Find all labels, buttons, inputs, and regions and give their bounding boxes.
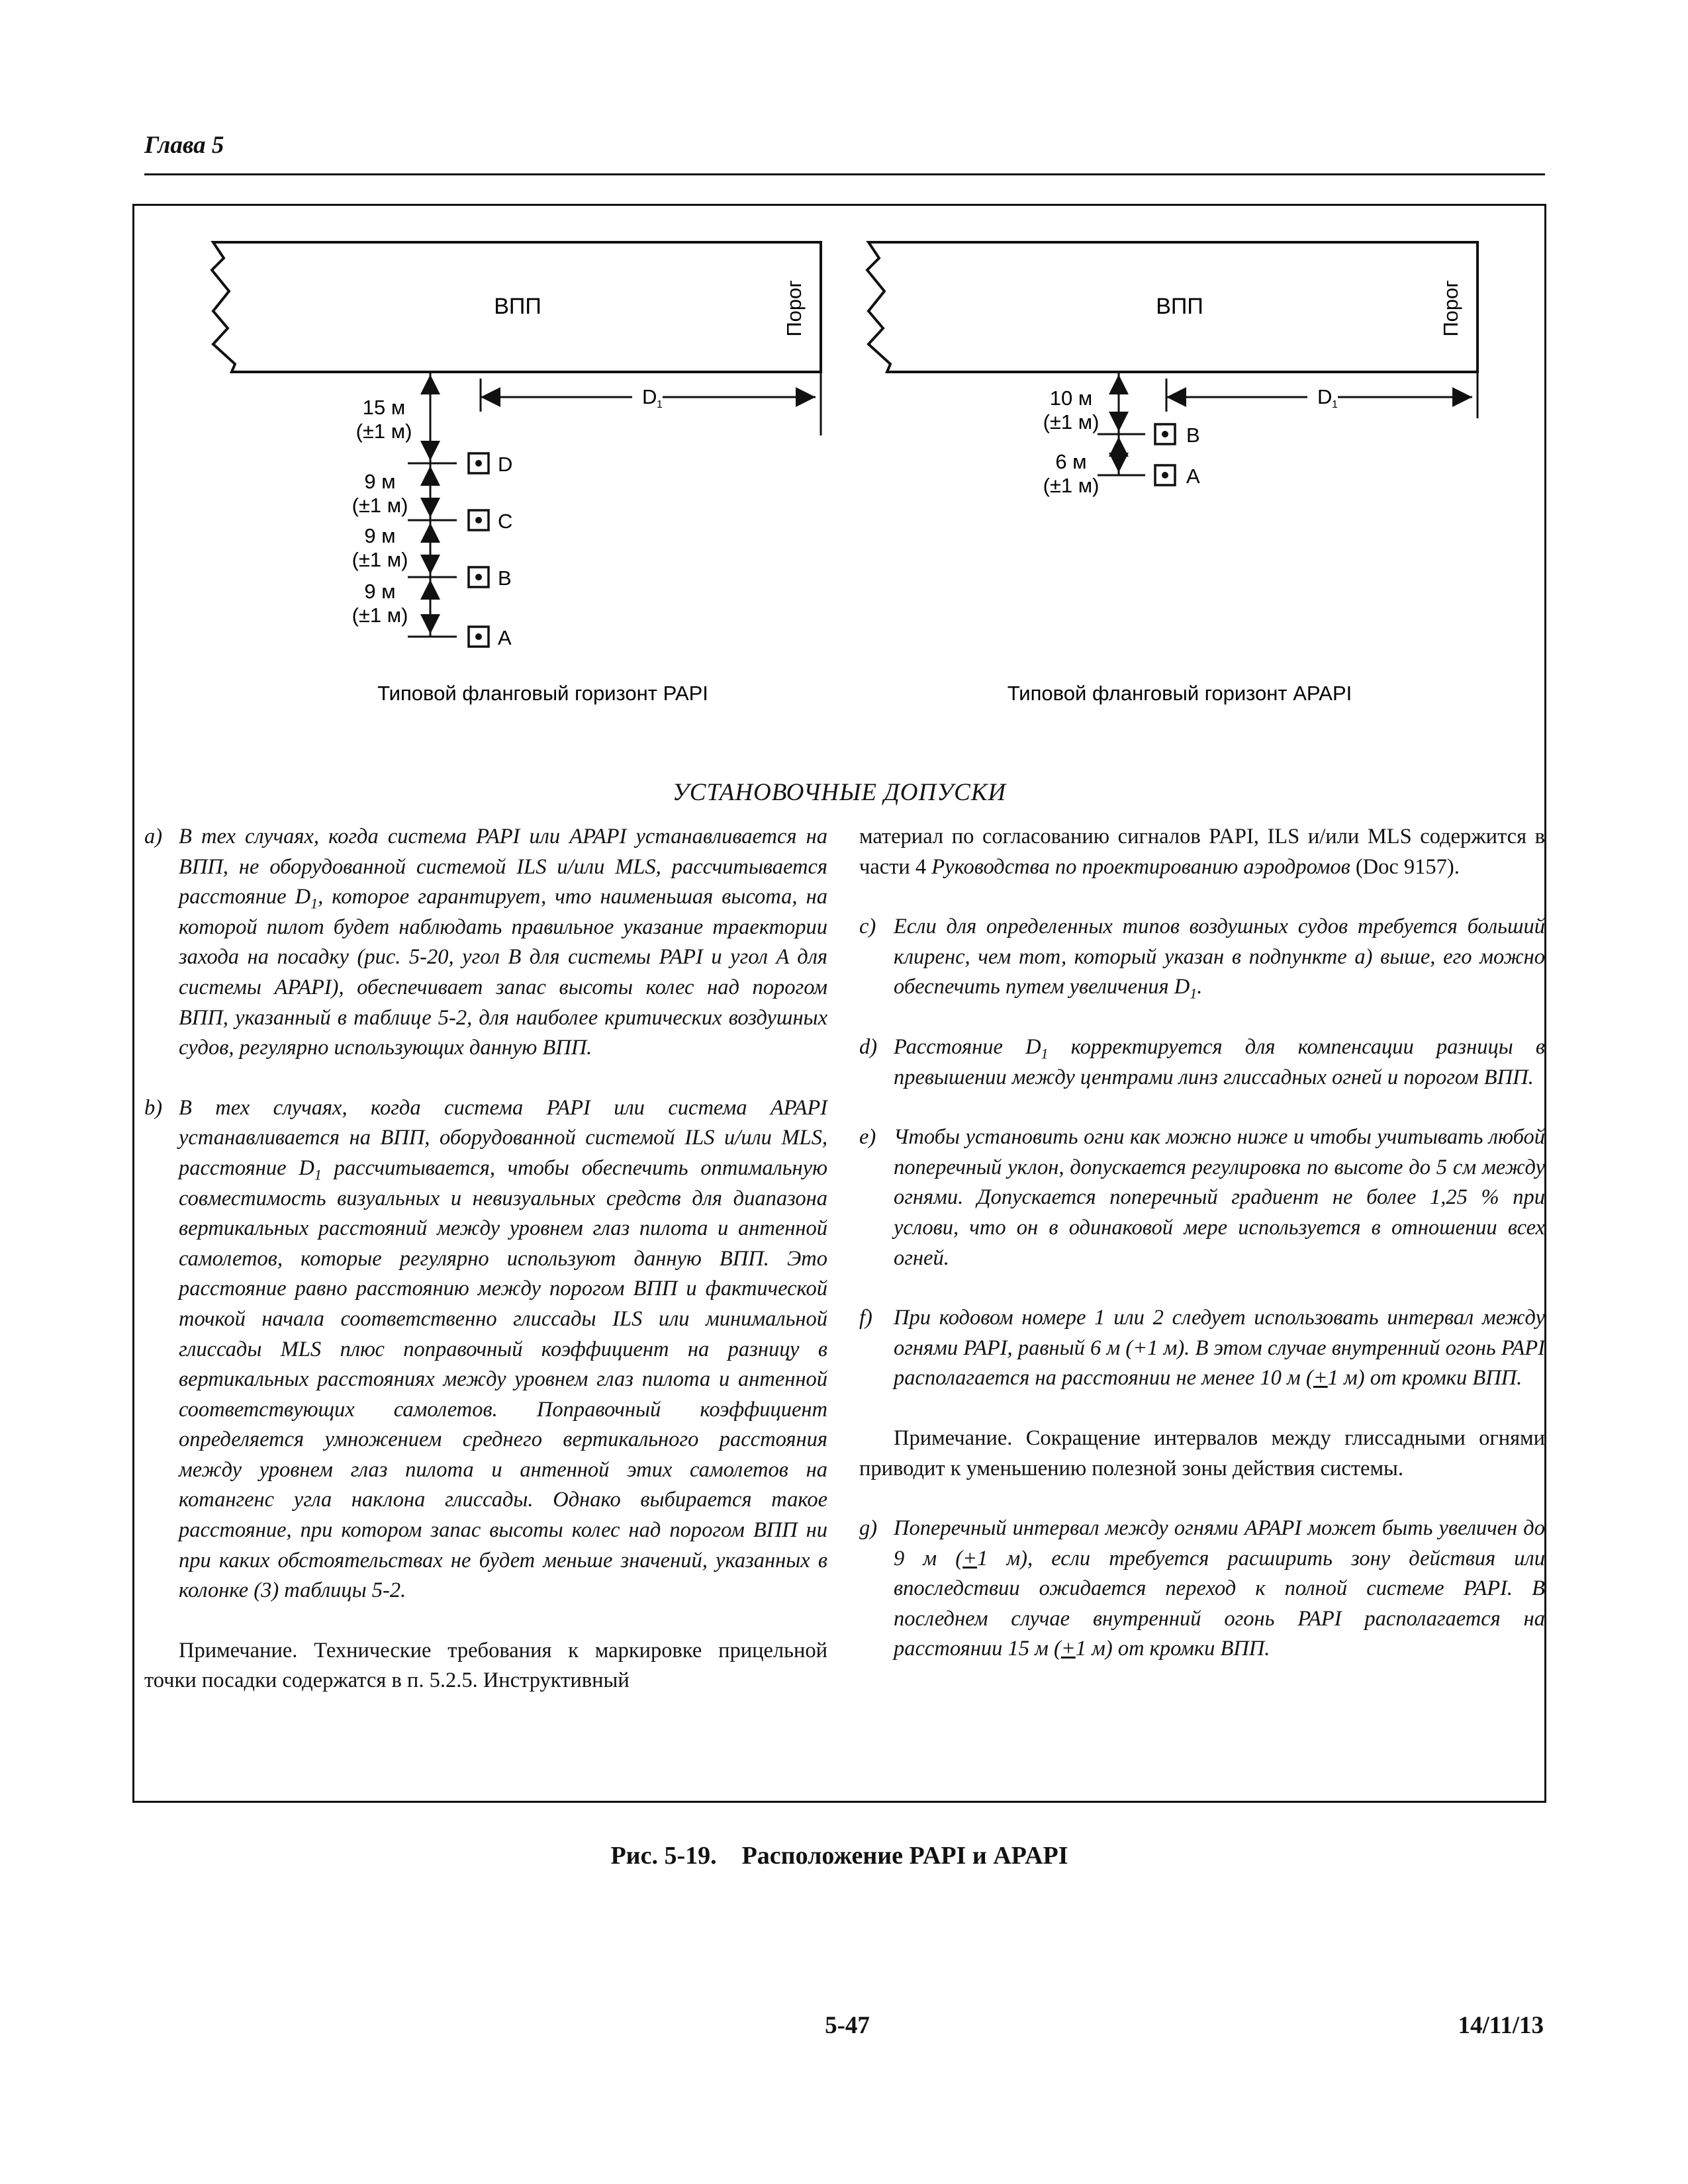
- papi-light-unit-c: [469, 510, 489, 530]
- papi-spacing-1-value: 9 м: [364, 470, 396, 493]
- item-g: g) Поперечный интервал между огнями APAPI может быть увеличен до 9 м (+1 м), если требуется расширить зону действия или впоследствии ожидается переход к полной системе PAPI. В последнем случае внутренний огонь PAPI располагается на расстоянии 15 м (+1 м) от кромки ВПП.: [859, 1514, 1545, 1664]
- apapi-threshold-label: Порог: [1439, 280, 1462, 337]
- page-number: 5-47: [825, 2012, 870, 2039]
- papi-light-unit-a: [469, 627, 489, 647]
- right-column: [859, 822, 1545, 1664]
- papi-caption: Типовой фланговый горизонт PAPI: [377, 682, 708, 705]
- papi-d1-sub: 1: [657, 399, 663, 410]
- papi-spacing-2-tol: (±1 м): [352, 548, 408, 571]
- item-e-label: e): [859, 1125, 876, 1150]
- item-b: b) В тех случаях, когда система PAPI или система APAPI устанавливается на ВПП, оборудованной системой ILS и/или MLS, расстояние $D_1$ рассчитывается, чтобы обеспечить оптимальную совместимость визуальных и невизуальных средств для диапазона вертикальных расстояний между уровнем глаз пилота и антенной самолетов, которые регулярно используют данную ВПП. Это расстояние равно расстоянию между порогом ВПП и фактической точкой начала соответственно глиссады ILS или минимальной глиссады MLS плюс поправочный коэффициент на разницу в вертикальных расстояниях между уровнем глаз пилота и антенной соответствующих самолетов. Поправочный коэффициент определяется умножением среднего вертикального расстояния между уровнем глаз пилота и антенной этих самолетов на котангенс угла наклона глиссады. Однако выбирается такое расстояние, при котором запас высоты колес над порогом ВПП ни при каких обстоятельствах не будет меньше значений, указанных в колонке (3) таблицы 5-2.: [144, 1093, 827, 1606]
- papi-unit-b-label: B: [498, 567, 512, 590]
- item-c-label: c): [859, 915, 876, 939]
- apapi-offset-tol: (±1 м): [1043, 410, 1100, 433]
- papi-d1-label: D: [642, 385, 657, 408]
- papi-light-unit-d: [469, 453, 489, 473]
- section-title: УСТАНОВОЧНЫЕ ДОПУСКИ: [672, 779, 1007, 806]
- papi-spacing-3-value: 9 м: [364, 580, 396, 603]
- revision-date: 14/11/13: [1458, 2012, 1544, 2039]
- figure-caption: Рис. 5-19. Расположение PAPI и APAPI: [610, 1842, 1068, 1870]
- chapter-header: Глава 5: [144, 132, 224, 159]
- item-d-label: d): [859, 1034, 878, 1059]
- papi-unit-d-label: D: [498, 453, 513, 476]
- apapi-caption: Типовой фланговый горизонт APAPI: [1007, 682, 1352, 705]
- papi-threshold-label: Порог: [782, 280, 806, 337]
- item-e: e) Чтобы установить огни как можно ниже и чтобы учитывать любой поперечный уклон, допускается регулировка по высоте до 5 см между огнями. Допускается поперечный градиент не более 1,25 % при услови, что он в одинаковой мере используется в отношении всех огней.: [859, 1122, 1545, 1273]
- left-column: [144, 822, 827, 1696]
- papi-spacing-1-tol: (±1 м): [352, 494, 408, 517]
- item-b-label: b): [144, 1095, 163, 1120]
- item-a-label: a): [144, 825, 163, 848]
- papi-spacing-2-value: 9 м: [364, 524, 396, 547]
- item-f: f) При кодовом номере 1 или 2 следует использовать интервал между огнями PAPI, равный 6 м (+1 м). В этом случае внутренний огонь PAPI располагается на расстоянии не менее 10 м (+1 м) от кромки ВПП.: [859, 1303, 1545, 1394]
- item-g-label: g): [859, 1516, 878, 1541]
- papi-light-unit-b: [469, 567, 489, 587]
- apapi-d1-sub: 1: [1332, 399, 1338, 410]
- apapi-light-unit-a: [1155, 465, 1175, 485]
- item-d: d) Расстояние $D_1$ корректируется для компенсации разницы в превышении между центрами линз глиссадных огней и порогом ВПП.: [859, 1032, 1545, 1093]
- item-c: c) Если для определенных типов воздушных судов требуется больший клиренс, чем тот, который указан в подпункте a) выше, его можно обеспечить путем увеличения $D_1$.: [859, 912, 1545, 1003]
- apapi-unit-b-label: B: [1186, 424, 1200, 447]
- right-continuation: материал по согласованию сигналов PAPI, ILS и/или MLS содержится в части 4 Руководства по проектированию аэродромов (Doc 9157).: [859, 825, 1545, 879]
- papi-offset-tol: (±1 м): [355, 420, 412, 443]
- papi-spacing-3-tol: (±1 м): [352, 604, 408, 627]
- note-right: Примечание. Сокращение интервалов между глиссадными огнями приводит к уменьшению полезной зоны действия системы.: [859, 1426, 1545, 1480]
- item-a: a) В тех случаях, когда система PAPI или APAPI устанавливается на ВПП, не оборудованной системой ILS и/или MLS, рассчитывается расстояние $D_1$, которое гарантирует, что наименьшая высота, на которой пилот будет наблюдать правильное указание траектории захода на посадку (рис. 5-20, угол B для системы PAPI и угол A для системы APAPI), обеспечивает запас высоты колес над порогом ВПП, указанный в таблице 5-2, для наиболее критических воздушных судов, регулярно использующих данную ВПП.: [144, 822, 827, 1064]
- apapi-spacing-1-value: 6 м: [1055, 450, 1087, 473]
- apapi-offset-value: 10 м: [1049, 387, 1093, 410]
- note-left: Примечание. Технические требования к маркировке прицельной точки посадки содержатся в п. 5.2.5. Инструктивный: [144, 1638, 827, 1693]
- apapi-d1-label: D: [1317, 385, 1333, 408]
- apapi-unit-a-label: A: [1186, 465, 1200, 488]
- papi-diagram: [0, 0, 1688, 761]
- papi-unit-c-label: C: [498, 510, 513, 533]
- papi-offset-value: 15 м: [362, 396, 406, 419]
- item-f-label: f): [859, 1306, 872, 1330]
- apapi-spacing-1-tol: (±1 м): [1043, 474, 1100, 497]
- apapi-light-unit-b: [1155, 424, 1175, 444]
- papi-runway-label: ВПП: [494, 294, 541, 319]
- papi-unit-a-label: A: [498, 626, 512, 649]
- apapi-runway-label: ВПП: [1156, 294, 1203, 319]
